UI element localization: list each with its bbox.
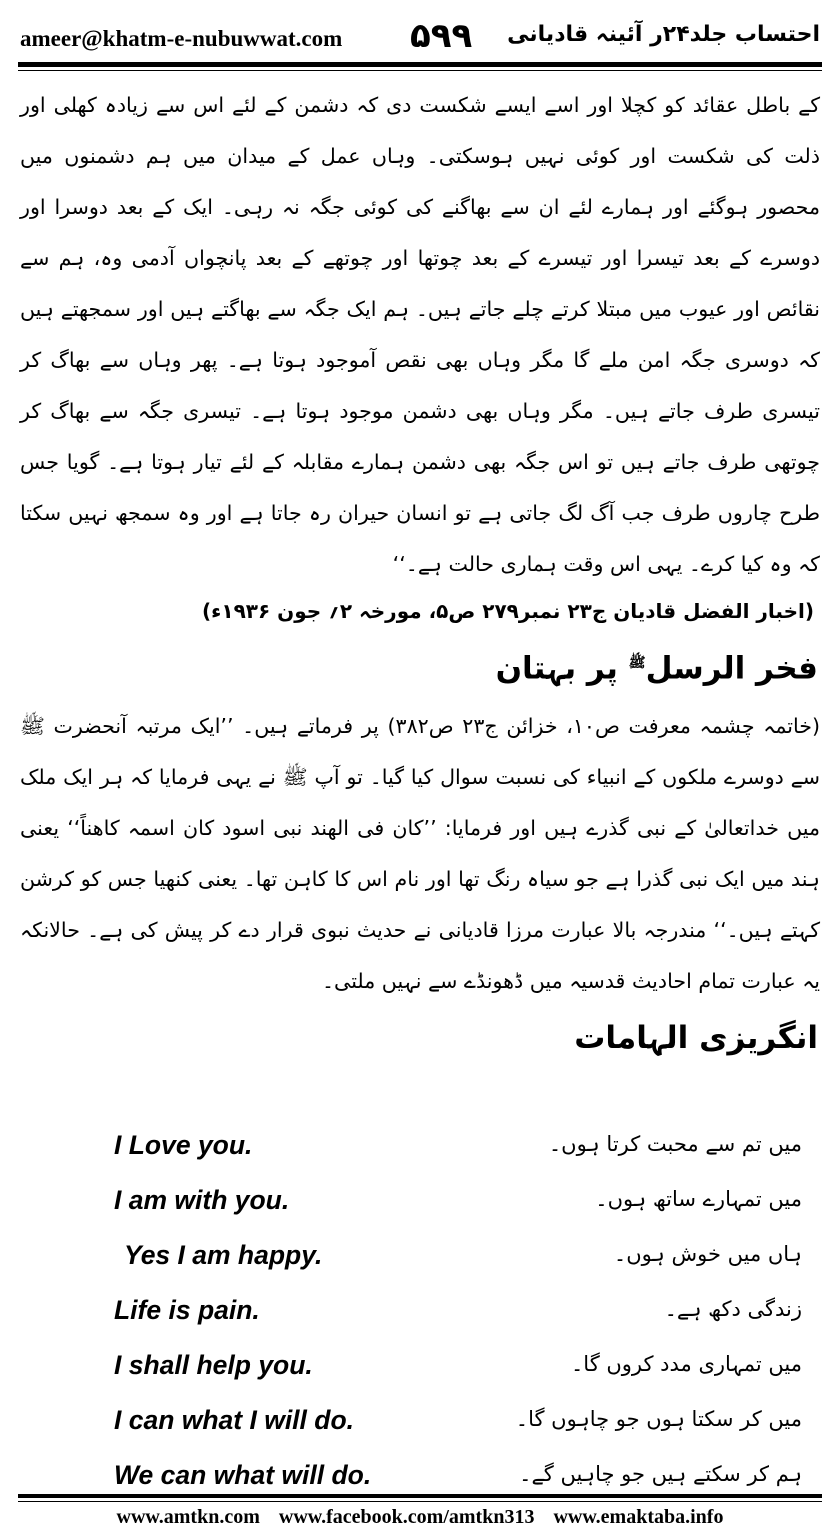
table-row xyxy=(20,1452,820,1507)
urdu-translation: ہم کر سکتے ہیں جو چاہیں گے۔ xyxy=(519,1462,802,1486)
english-phrase: Life is pain. xyxy=(114,1295,260,1325)
header-email: ameer@khatm-e-nubuwwat.com xyxy=(20,26,343,51)
urdu-translation: میں تمہاری مدد کروں گا۔ xyxy=(570,1352,802,1376)
paragraph-quote: کے باطل عقائد کو کچلا اور اسے ایسے شکست دی کہ دشمن کے لئے اس سے زیادہ کھلی اور ذلت کی شکست اور کوئی نہیں ہوسکتی۔ وہاں عمل کے میدان میں ہم دشمنوں میں محصور ہوگئے اور ہمارے لئے ان سے بھاگنے کی کوئی جگہ نہ رہی۔ ایک کے بعد دوسرا اور دوسرے کے بعد تیسرا اور تیسرے کے بعد چوتھا اور چوتھے کے بعد پانچواں آدمی وہ، ہم سے نقائص اور عیوب میں مبتلا کرتے چلے جاتے ہیں۔ ہم ایک جگہ سے بھاگتے ہیں اور سمجھتے ہیں کہ دوسری جگہ امن ملے گا مگر وہاں بھی نقص آموجود ہوتا ہے۔ پھر وہاں سے بھاگ کر تیسری طرف جاتے ہیں۔ مگر وہاں بھی دشمن موجود ہوتا ہے۔ تیسری جگہ سے بھاگ کر چوتھی طرف جاتے ہیں تو اس جگہ بھی دشمن ہمارے مقابلہ کے لئے تیار ہوتا ہے۔ گویا جس طرح چاروں طرف جب آگ لگ جاتی ہے تو انسان حیران رہ جاتا ہے اور وہ سمجھ نہیں سکتا کہ وہ کیا کرے۔ یہی اس وقت ہماری حالت ہے۔‘‘ xyxy=(20,93,820,576)
footer-rule-thick xyxy=(18,1494,822,1498)
section-heading-english-revelations: انگریزی الہامات xyxy=(574,1020,818,1057)
table-row xyxy=(20,1287,820,1342)
table-row xyxy=(20,1177,820,1232)
reference-citation: (اخبار الفضل قادیان ج۲۳ نمبر۲۷۹ ص۵، مورخہ ۲؍ جون ۱۹۳۶ء) xyxy=(201,599,814,623)
paragraph-khatma: (خاتمہ چشمہ معرفت ص۱۰، خزائن ج۲۳ ص۳۸۲) پر فرماتے ہیں۔ ’’ایک مرتبہ آنحضرت ﷺ سے دوسرے ملکوں کے انبیاء کی نسبت سوال کیا گیا۔ تو آپ ﷺ نے یہی فرمایا کہ ہر ایک ملک میں خداتعالیٰ کے نبی گذرے ہیں اور فرمایا: ’’کان فی الھند نبی اسود کان اسمہ کاھناً‘‘ یعنی ہند میں ایک نبی گذرا ہے جو سیاہ رنگ تھا اور نام اس کا کاہن تھا۔ یعنی کنھیا جس کو کرشن کہتے ہیں۔‘‘ مندرجہ بالا عبارت مرزا قادیانی نے حدیث نبوی قرار دے کر پیش کی ہے۔ حالانکہ یہ عبارت تمام احادیث قدسیہ میں ڈھونڈے سے نہیں ملتی۔ xyxy=(20,714,821,994)
heading-text-after: پر بہتان xyxy=(495,650,618,687)
english-phrase: I shall help you. xyxy=(114,1350,313,1380)
page-header xyxy=(18,10,822,62)
page-body xyxy=(20,80,820,1071)
footer-link-facebook[interactable]: www.facebook.com/amtkn313 xyxy=(278,1506,535,1528)
salutation-seal: ﷺ xyxy=(628,655,646,671)
table-row xyxy=(20,1232,820,1287)
footer-link-amtkn[interactable]: www.amtkn.com xyxy=(116,1506,260,1528)
table-row xyxy=(20,1397,820,1452)
urdu-translation: میں تمہارے ساتھ ہوں۔ xyxy=(595,1187,802,1211)
header-rule-thick xyxy=(18,62,822,67)
book-title: احتساب جلد۲۴ر آئینہ قادیانی xyxy=(507,22,820,47)
english-phrase: I Love you. xyxy=(114,1130,253,1160)
heading-text-before: فخر الرسل xyxy=(645,650,818,687)
footer-rule-thin xyxy=(18,1501,822,1502)
english-phrase: I can what I will do. xyxy=(114,1405,355,1435)
urdu-translation: ہاں میں خوش ہوں۔ xyxy=(613,1242,802,1266)
page-footer xyxy=(18,1506,822,1529)
english-phrase: Yes I am happy. xyxy=(124,1240,323,1270)
header-rule-thin xyxy=(18,70,822,71)
section-heading-fakhr-ul-rusul xyxy=(20,634,818,697)
footer-link-emaktaba[interactable]: www.emaktaba.info xyxy=(553,1506,724,1528)
urdu-translation: میں تم سے محبت کرتا ہوں۔ xyxy=(548,1132,802,1156)
page-number: ۵۹۹ xyxy=(410,16,473,56)
english-phrase: We can what will do. xyxy=(114,1460,372,1490)
revelations-table xyxy=(20,1122,820,1507)
table-row xyxy=(20,1342,820,1397)
urdu-translation: زندگی دکھ ہے۔ xyxy=(664,1297,802,1321)
table-row xyxy=(20,1122,820,1177)
english-phrase: I am with you. xyxy=(114,1185,290,1215)
urdu-translation: میں کر سکتا ہوں جو چاہوں گا۔ xyxy=(515,1407,802,1431)
